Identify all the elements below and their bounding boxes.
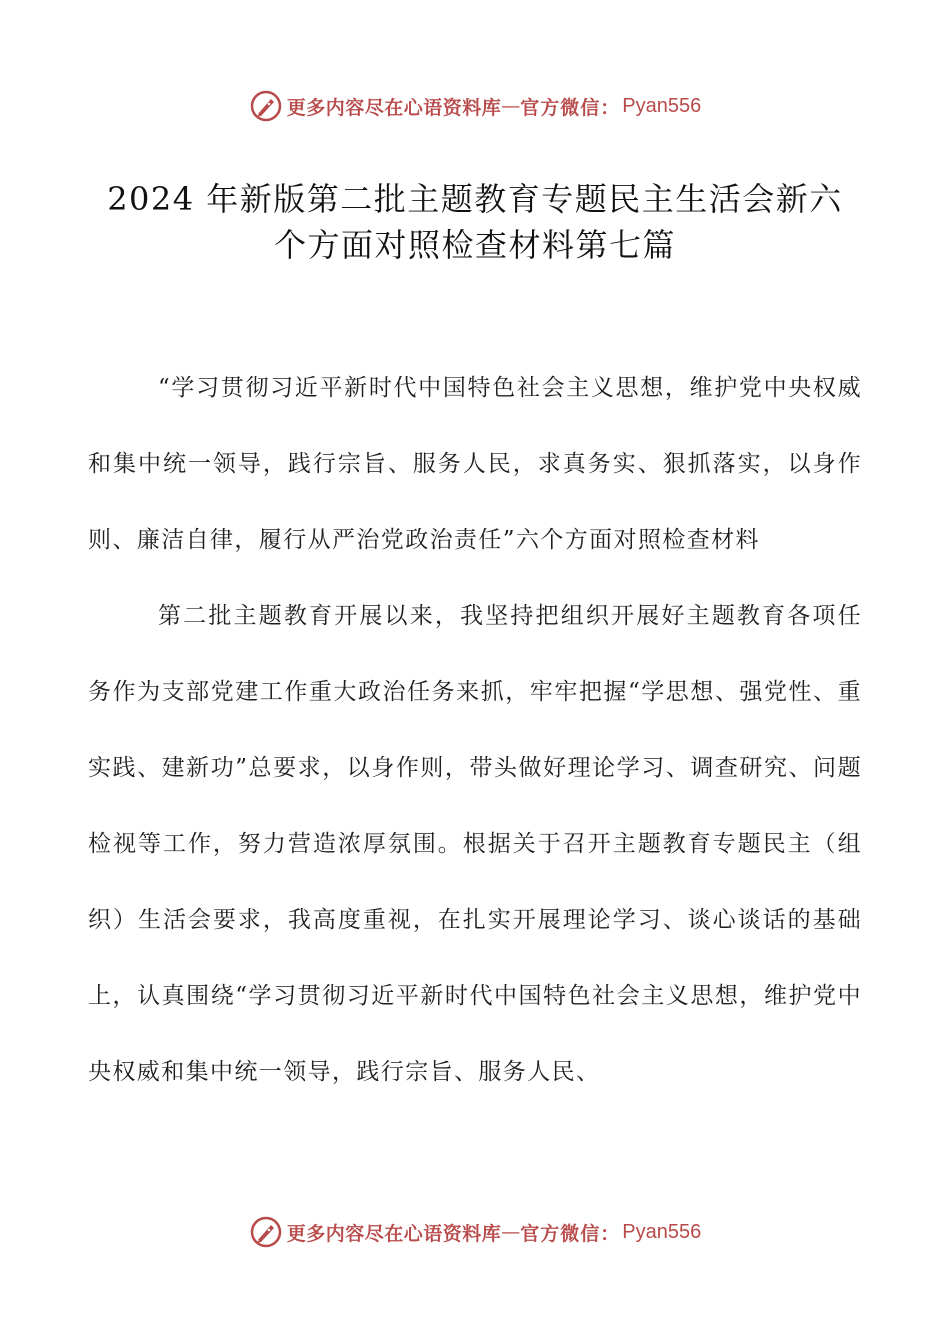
title-line-1: 2024 年新版第二批主题教育专题民主生活会新六 [107, 180, 843, 218]
paragraph-2: 第二批主题教育开展以来，我坚持把组织开展好主题教育各项任务作为支部党建工作重大政治任务来抓，牢牢把握“学思想、强党性、重实践、建新功”总要求，以身作则，带头做好理论学习、调查研究、问题检视等工作，努力营造浓厚氛围。根据关于召开主题教育专题民主（组织）生活会要求，我高度重视，在扎实开展理论学习、谈心谈话的基础上，认真围绕“学习贯彻习近平新时代中国特色社会主义思想，维护党中央权威和集中统一领导，践行宗旨、服务人民、 [88, 603, 862, 1085]
header-banner [0, 84, 950, 128]
banner-dash: — [501, 95, 521, 117]
pen-nib-circle-icon [249, 89, 283, 123]
wechat-id: Pyan556 [622, 94, 702, 117]
document-title [80, 176, 870, 268]
document-body [88, 350, 862, 1110]
wechat-label: 官方微信： [520, 96, 621, 119]
wechat-id: Pyan556 [622, 1220, 702, 1243]
pen-nib-circle-icon [249, 1215, 283, 1249]
paragraph-1: “学习贯彻习近平新时代中国特色社会主义思想，维护党中央权威和集中统一领导，践行宗旨、服务人民，求真务实、狠抓落实，以身作则、廉洁自律，履行从严治党政治责任”六个方面对照检查材料 [88, 375, 862, 553]
footer-banner [0, 1210, 950, 1254]
brand-text: 更多内容尽在心语资料库 [286, 1222, 502, 1245]
banner-dash: — [501, 1221, 521, 1243]
wechat-label: 官方微信： [520, 1222, 621, 1245]
title-line-2: 个方面对照检查材料第七篇 [273, 226, 676, 264]
brand-text: 更多内容尽在心语资料库 [286, 96, 502, 119]
